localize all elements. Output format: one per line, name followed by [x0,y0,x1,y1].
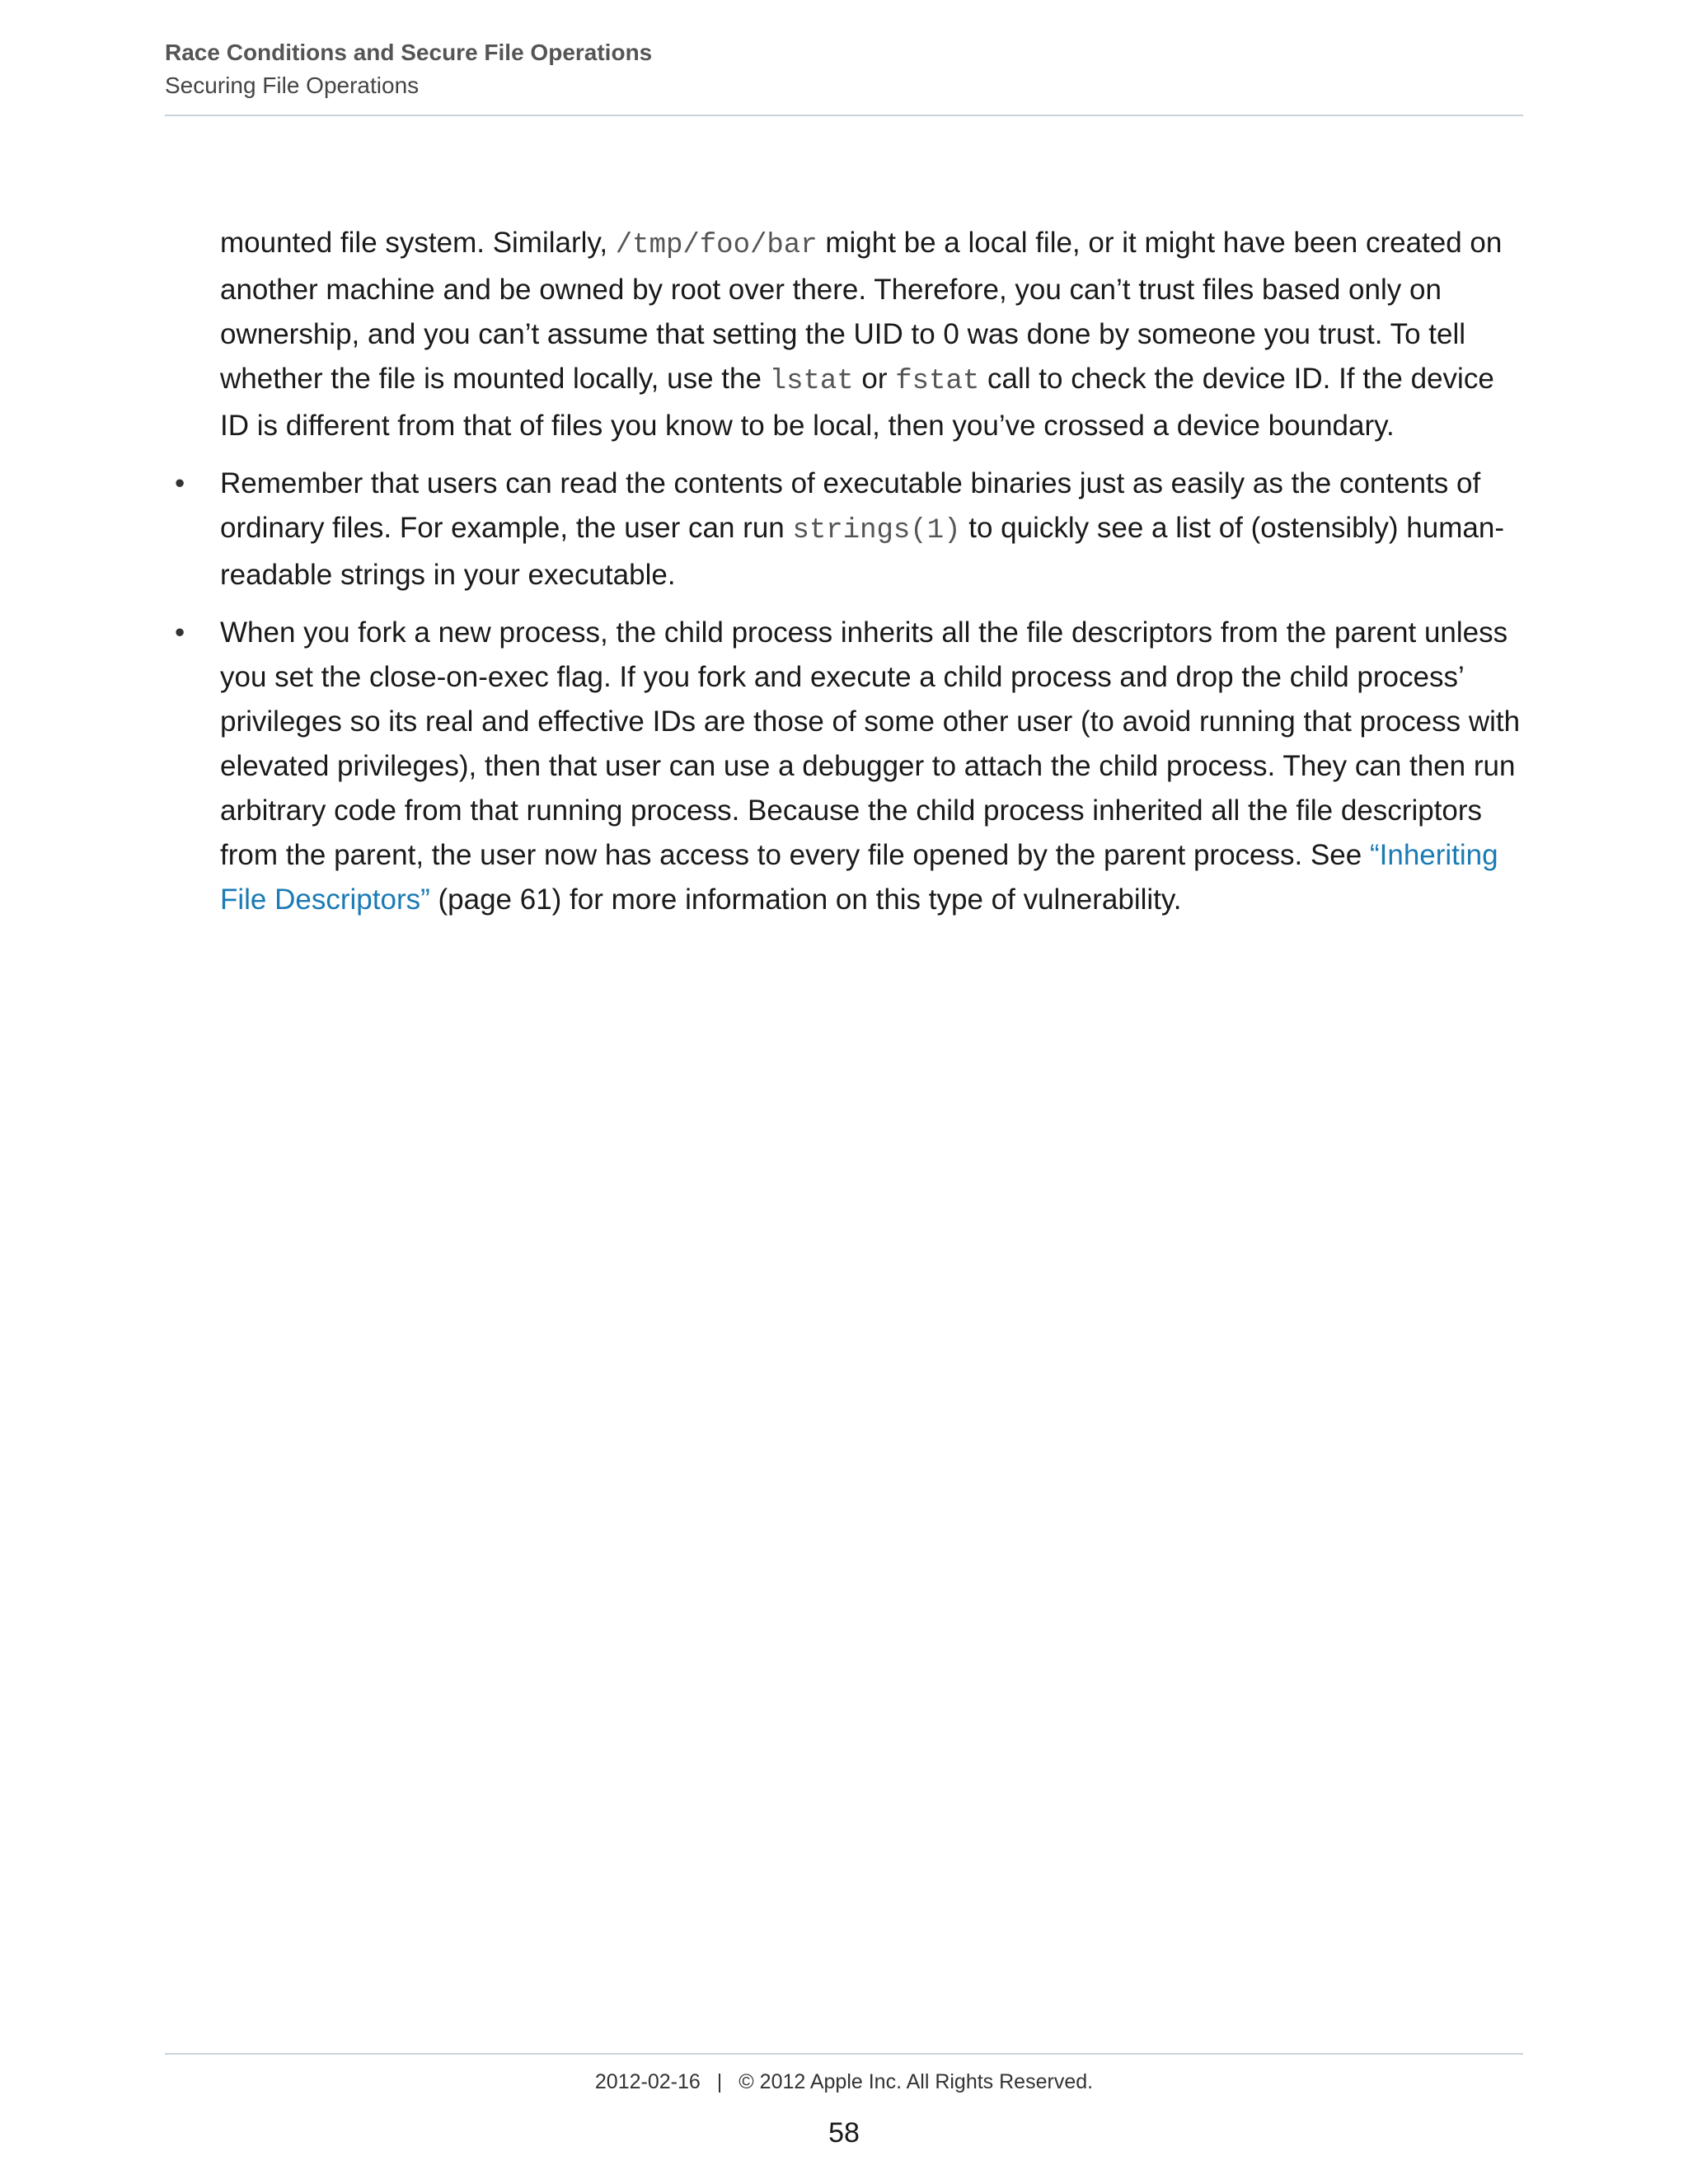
continuation-paragraph [165,221,1523,448]
footer-separator: | [716,2070,723,2093]
page-footer [165,2067,1523,2097]
text-span: When you fork a new process, the child process inherits all the file descriptors from the parent unless you set the close-on-exec flag. If you fork and execute a child process and drop the child process’ privileges so its real and effective IDs are those of some other user (to avoid running that process with elevated privileges), then that user can use a debugger to attach the child process. They can then run arbitrary code from that running process. Because the child process inherited all the file descriptors from the parent, the user now has access to every file opened by the parent process. See [220,616,1521,871]
text-span: or [853,363,896,395]
text-span: might be a local file, or it might have been created on another machine and be owned by root over there. Therefore, you can’t trust files based only on ownership, and you can’t assume that setting the UID to 0 was done by someone you trust. To tell whether the file is mounted locally, use the [220,227,1503,395]
page-header [165,36,1523,102]
header-divider [165,115,1523,116]
bullet-item-executable-binaries [165,462,1523,598]
text-span: to quickly see a list of (ostensibly) human-readable strings in your executable. [220,512,1504,591]
code-strings: strings(1) [792,515,961,546]
footer-divider [165,2053,1523,2055]
footer-copyright: © 2012 Apple Inc. All Rights Reserved. [738,2070,1094,2093]
body-text [165,221,1523,935]
text-span: call to check the device ID. If the device ID is different from that of files you know to be local, then you’ve crossed a device boundary. [220,363,1494,442]
inheriting-file-descriptors-link[interactable]: “Inheriting File Descriptors” [220,839,1498,916]
section-title: Securing File Operations [165,73,420,98]
text-span: (page 61) for more information on this type of vulnerability. [429,883,1182,916]
footer-date: 2012-02-16 [594,2070,701,2093]
bullet-item-fork-process [165,611,1523,922]
code-fstat: fstat [895,366,980,397]
text-span: Remember that users can read the contents of executable binaries just as easily as the contents of ordinary files. For example, the user can run [220,467,1481,544]
chapter-title: Race Conditions and Secure File Operations [165,40,653,65]
code-lstat: lstat [769,366,854,397]
page-number: 58 [828,2117,860,2149]
bullet-icon: • [175,616,185,649]
text-span: mounted file system. Similarly, [220,227,616,259]
code-tmp-foo-bar: /tmp/foo/bar [615,230,818,261]
bullet-icon: • [175,467,185,499]
